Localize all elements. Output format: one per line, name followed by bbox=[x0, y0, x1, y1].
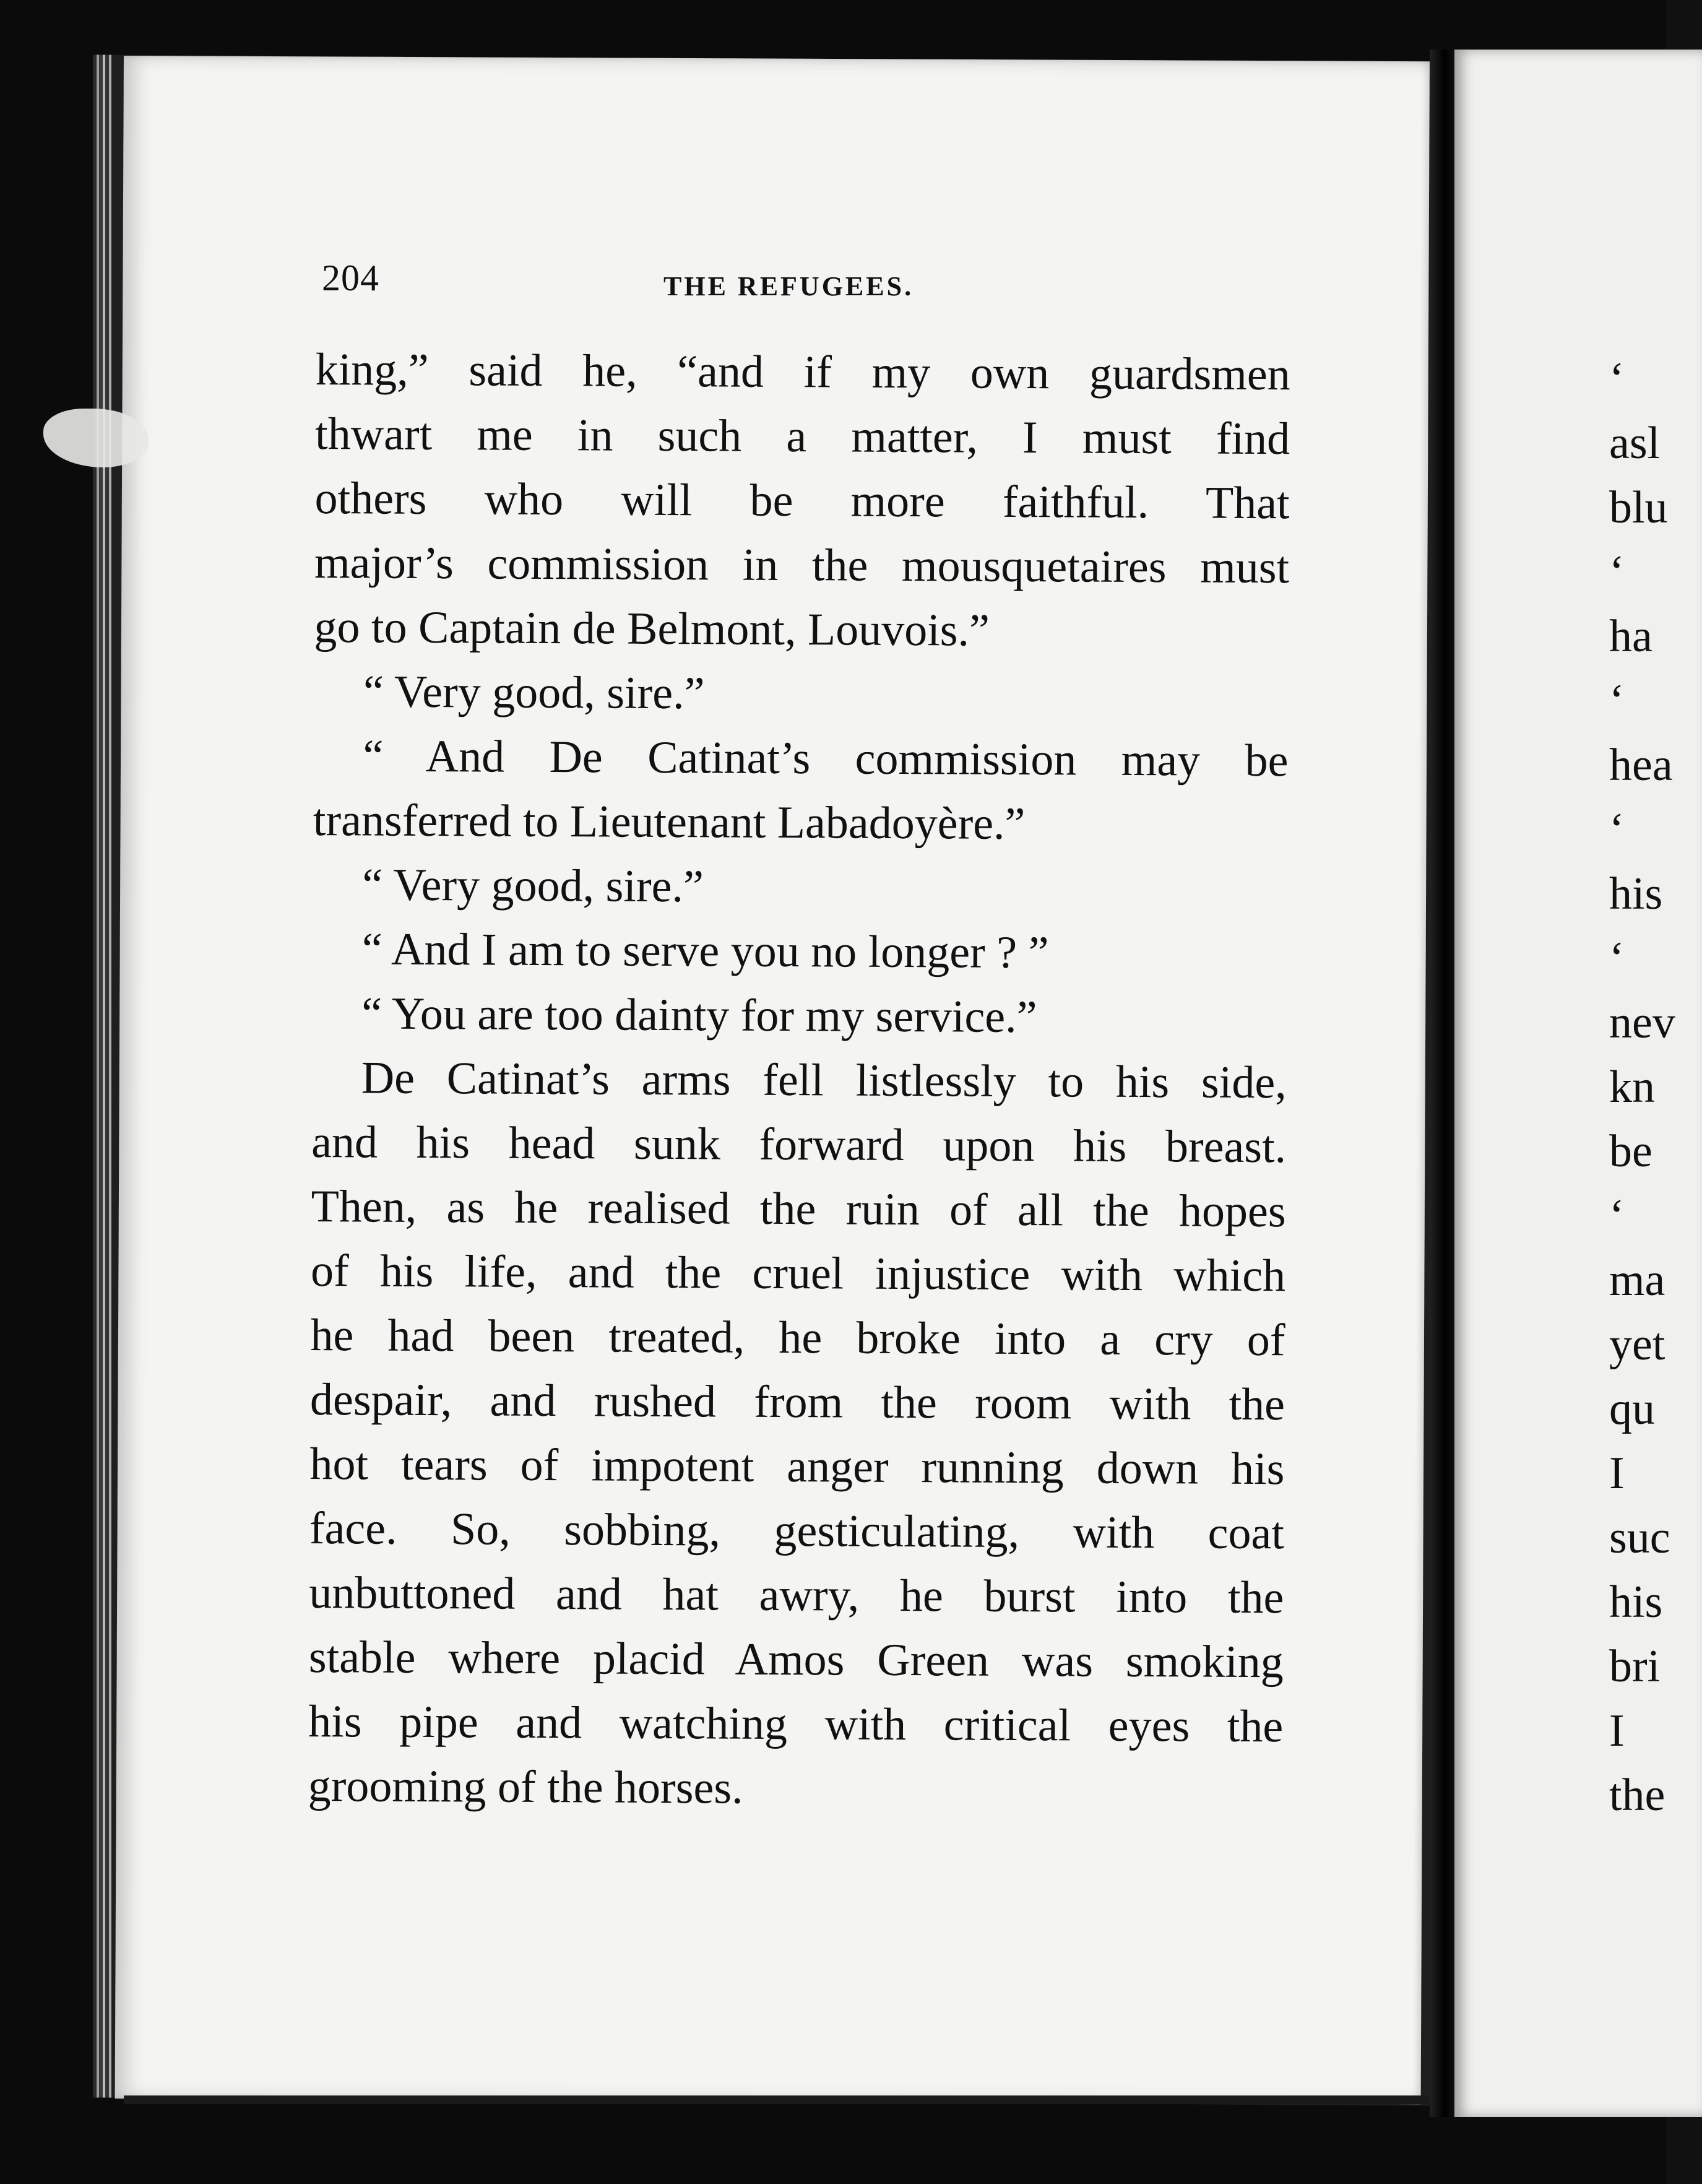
text-fragment: be bbox=[1609, 1126, 1652, 1177]
text-line: despair, and rushed from the room with the bbox=[309, 1374, 1285, 1431]
text-line: “ Very good, sire.” bbox=[362, 859, 704, 912]
text-line: face. So, sobbing, gesticulating, with coat bbox=[309, 1502, 1285, 1559]
text-line: De Catinat’s arms fell listlessly to his side, bbox=[361, 1052, 1287, 1109]
text-line: “ And De Catinat’s commission may be bbox=[363, 730, 1289, 787]
text-fragment: kn bbox=[1609, 1062, 1655, 1112]
text-fragment: hea bbox=[1609, 740, 1673, 791]
text-line: “ You are too dainty for my service.” bbox=[361, 988, 1037, 1043]
text-line: others who will be more faithful. That bbox=[314, 472, 1290, 529]
text-line: “ And I am to serve you no longer ? ” bbox=[361, 924, 1049, 979]
text-fragment: bri bbox=[1609, 1641, 1661, 1692]
text-fragment: his bbox=[1609, 1577, 1663, 1627]
page-number: 204 bbox=[322, 258, 379, 298]
text-line: major’s commission in the mousquetaires must bbox=[314, 537, 1290, 594]
book-gutter bbox=[1430, 50, 1454, 2117]
text-fragment: nev bbox=[1609, 997, 1675, 1048]
text-fragment: ‘ bbox=[1609, 804, 1625, 855]
text-fragment: ‘ bbox=[1609, 675, 1625, 726]
text-fragment: ‘ bbox=[1609, 933, 1625, 984]
text-fragment: I bbox=[1609, 1448, 1625, 1499]
text-line: Then, as he realised the ruin of all the hopes bbox=[311, 1181, 1286, 1237]
text-line: he had been treated, he broke into a cry of bbox=[310, 1309, 1285, 1366]
text-fragment: ha bbox=[1609, 611, 1652, 662]
text-line: grooming of the horses. bbox=[308, 1760, 743, 1814]
text-fragment: ‘ bbox=[1609, 1190, 1625, 1241]
text-fragment: suc bbox=[1609, 1512, 1670, 1563]
text-line: go to Captain de Belmont, Louvois.” bbox=[314, 601, 990, 656]
page-bottom-edge bbox=[124, 2095, 1454, 2104]
text-fragment: I bbox=[1609, 1705, 1625, 1756]
text-fragment: blu bbox=[1609, 482, 1668, 533]
paper-tab-mark bbox=[43, 409, 149, 467]
text-fragment: the bbox=[1609, 1770, 1665, 1821]
text-fragment: yet bbox=[1609, 1319, 1665, 1370]
right-page-text-fragments bbox=[1609, 347, 1675, 1827]
text-line: thwart me in such a matter, I must find bbox=[314, 408, 1290, 465]
text-line: transferred to Lieutenant Labadoyère.” bbox=[313, 794, 1026, 850]
text-fragment: asl bbox=[1609, 418, 1661, 469]
text-line: unbuttoned and hat awry, he burst into the bbox=[309, 1567, 1284, 1624]
text-line: “ Very good, sire.” bbox=[363, 666, 705, 719]
text-fragment: ‘ bbox=[1609, 353, 1625, 404]
text-fragment: qu bbox=[1609, 1384, 1655, 1434]
text-line: of his life, and the cruel injustice with which bbox=[310, 1245, 1286, 1302]
text-line: stable where placid Amos Green was smoking bbox=[308, 1631, 1284, 1688]
text-line: hot tears of impotent anger running down his bbox=[309, 1438, 1285, 1495]
text-fragment: his bbox=[1609, 869, 1663, 919]
text-line: king,” said he, “and if my own guardsmen bbox=[315, 344, 1290, 401]
text-line: and his head sunk forward upon his breast. bbox=[311, 1116, 1287, 1173]
running-title: THE REFUGEES. bbox=[663, 271, 914, 301]
text-fragment: ‘ bbox=[1609, 547, 1625, 597]
text-fragment: ma bbox=[1609, 1255, 1665, 1306]
page-header bbox=[322, 257, 1312, 306]
text-line: his pipe and watching with critical eyes the bbox=[308, 1696, 1284, 1753]
body-text bbox=[308, 337, 1290, 1823]
